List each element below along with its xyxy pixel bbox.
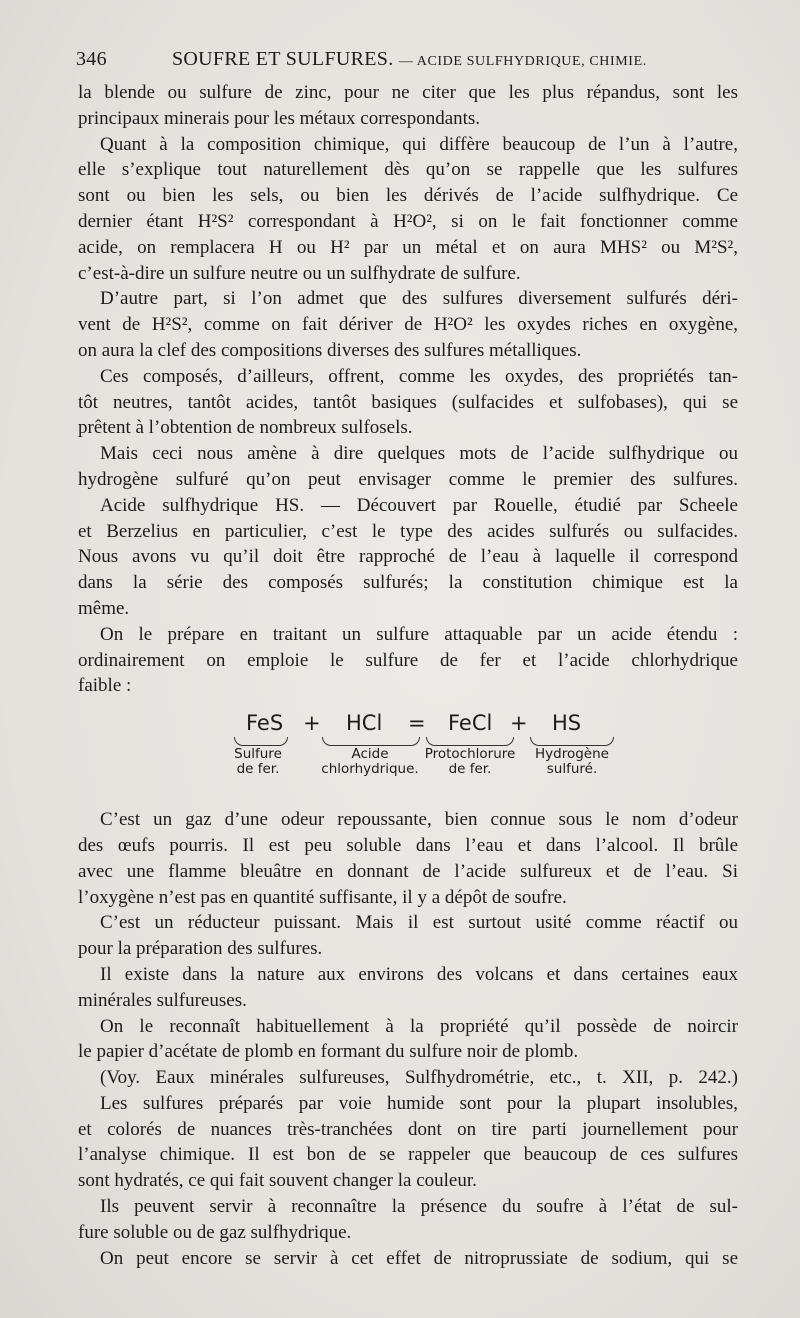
underbrace: [234, 737, 288, 746]
text-line: minérales sulfureuses.: [78, 989, 247, 1011]
text-line: on aura la clef des compositions diverses des sulfures métalliques.: [78, 339, 582, 361]
text-line: C’est un réducteur puissant. Mais il est surtout usité comme réactif ou: [100, 912, 738, 934]
equation-operator: +: [510, 711, 528, 736]
text-line: ordinairement on emploie le sulfure de fer et l’acide chlorhydrique: [78, 649, 738, 671]
equation-operator: +: [303, 711, 321, 736]
text-line: vent de H²S², comme on fait dériver de H²O² les oxydes riches en oxygène,: [78, 314, 738, 336]
text-line: c’est-à-dire un sulfure neutre ou un sulfhydrate de sulfure.: [78, 262, 521, 284]
text-line: prêtent à l’obtention de nombreux sulfosels.: [78, 417, 413, 439]
text-line: Ces composés, d’ailleurs, offrent, comme les oxydes, des propriétés tan-: [100, 365, 738, 387]
text-line: sont ou bien les sels, ou bien les dérivés de l’acide sulfhydrique. Ce: [78, 185, 738, 207]
text-line: le papier d’acétate de plomb en formant du sulfure noir de plomb.: [78, 1041, 579, 1063]
text-line: D’autre part, si l’on admet que des sulfures diversement sulfurés déri-: [100, 288, 738, 310]
equation-label: Acide chlorhydrique.: [321, 746, 419, 778]
equation-term: FeS: [246, 711, 284, 736]
equation-label: Sulfure de fer.: [234, 746, 282, 778]
equation-term: HCl: [346, 711, 383, 736]
text-line: et colorés de nuances très-tranchées dont on tire parti journellement pour: [78, 1118, 738, 1140]
text-line: dans la série des composés sulfurés; la constitution chimique est la: [78, 572, 738, 594]
text-line: acide, on remplacera H ou H² par un métal et on aura MHS² ou M²S²,: [78, 236, 738, 258]
text-line: même.: [78, 597, 130, 619]
equation-operator: =: [408, 711, 426, 736]
text-line: Ils peuvent servir à reconnaître la présence du soufre à l’état de sul-: [100, 1196, 738, 1218]
section-heading-line: Acide sulfhydrique HS. — Découvert par Rouelle, étudié par Scheele: [100, 494, 738, 516]
text-line: On peut encore se servir à cet effet de nitroprussiate de sodium, qui se: [100, 1247, 738, 1269]
text-line: la blende ou sulfure de zinc, pour ne citer que les plus répandus, sont les: [78, 82, 738, 103]
text-line: Il existe dans la nature aux environs des volcans et dans certaines eaux: [100, 963, 738, 985]
equation-term: HS: [552, 711, 582, 736]
equation-label: Hydrogène sulfuré.: [535, 746, 609, 778]
text-line: sont hydratés, ce qui fait souvent changer la couleur.: [78, 1170, 477, 1192]
text-line: principaux minerais pour les métaux correspondants.: [78, 107, 481, 129]
page-number: 346: [76, 48, 107, 70]
text-line: l’oxygène n’est pas en quantité suffisante, il y a dépôt de soufre.: [78, 886, 567, 908]
equation-term: FeCl: [448, 711, 493, 736]
underbrace: [322, 737, 420, 746]
text-line: et Berzelius en particulier, c’est le type des acides sulfurés ou sulfacides.: [78, 520, 738, 542]
text-line: des œufs pourris. Il est peu soluble dans l’eau et dans l’alcool. Il brûle: [78, 834, 738, 856]
underbrace: [530, 737, 614, 746]
text-line: l’analyse chimique. Il est bon de se rappeler que beaucoup de ces sulfures: [78, 1144, 738, 1166]
text-line: On le reconnaît habituellement à la propriété qu’il possède de noircir: [100, 1015, 738, 1037]
text-line: faible :: [78, 675, 132, 697]
running-title-main: SOUFRE ET SULFURES.: [172, 48, 394, 70]
text-line: hydrogène sulfuré qu’on peut envisager comme le premier des sulfures.: [78, 468, 738, 490]
text-line: C’est un gaz d’une odeur repoussante, bien connue sous le nom d’odeur: [100, 809, 738, 831]
text-line: Mais ceci nous amène à dire quelques mots de l’acide sulfhydrique ou: [100, 443, 738, 465]
text-line: Les sulfures préparés par voie humide sont pour la plupart insolubles,: [100, 1092, 738, 1114]
equation-label: Protochlorure de fer.: [424, 746, 516, 778]
text-line: On le prépare en traitant un sulfure attaquable par un acide étendu :: [100, 623, 738, 645]
body-text: [78, 80, 738, 1271]
text-line: Nous avons vu qu’il doit être rapproché de l’eau à laquelle il correspond: [78, 546, 738, 568]
running-title: [172, 48, 647, 71]
text-line: elle s’explique tout naturellement dès qu’on se rappelle que les sulfures: [78, 159, 738, 181]
text-line: avec une flamme bleuâtre en donnant de l’acide sulfureux et de l’eau. Si: [78, 860, 738, 882]
text-line: tôt neutres, tantôt acides, tantôt basiques (sulfacides et sulfobases), qui se: [78, 391, 738, 413]
text-line: Quant à la composition chimique, qui diffère beaucoup de l’un à l’autre,: [100, 133, 738, 155]
underbrace: [426, 737, 514, 746]
text-line: (Voy. Eaux minérales sulfureuses, Sulfhydrométrie, etc., t. XII, p. 242.): [100, 1067, 738, 1089]
running-header: [76, 44, 740, 74]
running-title-sub: — ACIDE SULFHYDRIQUE, CHIMIE.: [398, 54, 647, 69]
text-line: fure soluble ou de gaz sulfhydrique.: [78, 1221, 352, 1243]
text-line: dernier étant H²S² correspondant à H²O², si on le fait fonctionner comme: [78, 210, 738, 232]
chemical-equation: [78, 707, 738, 799]
text-line: pour la préparation des sulfures.: [78, 938, 323, 960]
